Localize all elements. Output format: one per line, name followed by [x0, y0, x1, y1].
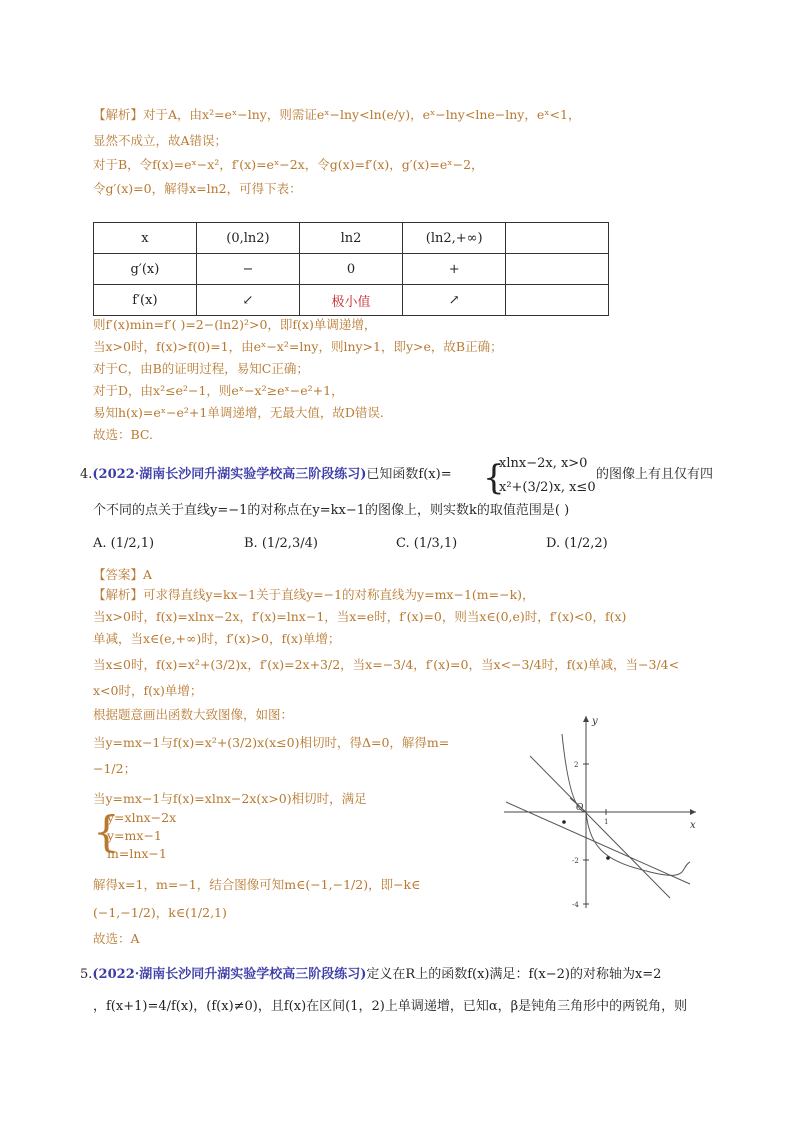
x-axis-arrow — [690, 809, 696, 815]
table-cell: ln2 — [300, 223, 403, 254]
after-line-1: 则f′(x)min=f′( )=2−(ln2)²>0，即f(x)单调递增， — [93, 317, 377, 332]
choice-d: D. (1/2,2) — [546, 536, 608, 551]
answer: 【答案】A — [93, 567, 153, 582]
analysis-line-4: 令g′(x)=0，解得x=ln2，可得下表： — [93, 181, 302, 196]
q4-analysis-7: 当y=mx−1与f(x)=x²+(3/2)x(x≤0)相切时，得Δ=0，解得m= — [93, 735, 450, 750]
y-axis-arrow — [583, 716, 589, 722]
question-source: (2022·湖南长沙同升湖实验学校高三阶段练习) — [92, 467, 367, 482]
q4-analysis-10: 解得x=1，m=−1，结合图像可知m∈(−1,−1/2)，即−k∈ — [93, 877, 421, 892]
tangent-point-2 — [606, 856, 610, 860]
table-cell: 极小值 — [300, 285, 403, 316]
table-cell — [506, 254, 609, 285]
question-source: (2022·湖南长沙同升湖实验学校高三阶段练习) — [92, 967, 367, 982]
q4-stem-tail: 的图像上有且仅有四 — [596, 467, 714, 482]
analysis-line-1: 【解析】对于A，由x²=eˣ−lny，则需证eˣ−lny<ln(e/y)，eˣ−lny<lne−lny，eˣ<1， — [93, 107, 581, 122]
q4-analysis-8: −1/2； — [93, 761, 137, 776]
table-row — [94, 223, 609, 254]
table-cell: (0,ln2) — [196, 223, 299, 254]
analysis-line-2: 显然不成立，故A错误； — [93, 133, 228, 148]
system-eq-1: y=xlnx−2x — [107, 810, 177, 825]
q5-stem-line-1 — [80, 966, 661, 984]
q4-analysis-1: 【解析】可求得直线y=kx−1关于直线y=−1的对称直线为y=mx−1(m=−k)， — [93, 587, 535, 602]
origin-label: O — [576, 803, 584, 813]
piecewise-brace: { — [483, 458, 505, 498]
after-line-6: 故选：BC. — [93, 427, 154, 442]
table-cell: f′(x) — [94, 285, 197, 316]
sign-table — [93, 222, 609, 316]
table-cell: ↗ — [402, 285, 505, 316]
table-cell — [506, 285, 609, 316]
question-number: 4. — [80, 467, 93, 482]
q4-analysis-6: 根据题意画出函数大致图像，如图： — [93, 707, 294, 722]
table-row — [94, 285, 609, 316]
tangent-point-1 — [562, 820, 566, 824]
tangent-line-2 — [530, 756, 670, 898]
tick-label-yn4: -4 — [572, 901, 579, 909]
q5-stem-line-2: ，f(x+1)=4/f(x)，(f(x)≠0)，且f(x)在区间(1，2)上单调递增，已知α，β是钝角三角形中的两锐角，则 — [93, 999, 688, 1014]
q4-analysis-11: (−1,−1/2)，k∈(1/2,1) — [93, 905, 227, 920]
after-line-2: 当x>0时，f(x)>f(0)=1，由eˣ−x²=lny，则lny>1，即y>e，故B正确； — [93, 339, 503, 354]
q4-analysis-9: 当y=mx−1与f(x)=xlnx−2x(x>0)相切时，满足 — [93, 791, 367, 806]
table-cell: 0 — [300, 254, 403, 285]
function-graph — [500, 712, 700, 912]
tick-label-x1: 1 — [604, 818, 609, 826]
system-brace: { — [93, 807, 120, 856]
piece-1: xlnx−2x, x>0 — [499, 456, 588, 471]
q4-analysis-5: x<0时，f(x)单增； — [93, 683, 203, 698]
q4-analysis-3: 单减，当x∈(e,+∞)时，f′(x)>0，f(x)单增； — [93, 631, 341, 646]
system-eq-2: y=mx−1 — [107, 828, 162, 843]
table-cell: + — [402, 254, 505, 285]
q4-analysis-12: 故选：A — [93, 931, 140, 946]
table-row — [94, 254, 609, 285]
tick-label-yn2: -2 — [572, 857, 579, 865]
choice-b: B. (1/2,3/4) — [244, 536, 318, 551]
table-cell: g′(x) — [94, 254, 197, 285]
question-number: 5. — [80, 967, 93, 982]
q4-stem-line-2: 个不同的点关于直线y=−1的对称点在y=kx−1的图像上，则实数k的取值范围是( ) — [93, 503, 570, 518]
y-axis-label: y — [592, 716, 598, 727]
piece-2: x²+(3/2)x, x≤0 — [499, 480, 596, 495]
q4-stem-line-1 — [80, 466, 452, 484]
system-eq-3: m=lnx−1 — [107, 846, 167, 861]
table-cell: ↙ — [196, 285, 299, 316]
table-cell: − — [196, 254, 299, 285]
tangent-line-1 — [506, 802, 690, 884]
q4-analysis-2: 当x>0时，f(x)=xlnx−2x，f′(x)=lnx−1，当x=e时，f′(x)=0，则当x∈(0,e)时，f′(x)<0，f(x) — [93, 609, 627, 624]
after-line-3: 对于C，由B的证明过程，易知C正确； — [93, 361, 309, 376]
after-line-4: 对于D，由x²≤e²−1，则eˣ−x²≥eˣ−e²+1， — [93, 383, 344, 398]
after-line-5: 易知h(x)=eˣ−e²+1单调递增，无最大值，故D错误. — [93, 405, 384, 420]
q4-stem: 已知函数f(x)= — [366, 467, 452, 482]
table-cell: x — [94, 223, 197, 254]
table-cell: (ln2,+∞) — [402, 223, 505, 254]
x-axis-label: x — [690, 820, 696, 831]
analysis-line-3: 对于B，令f(x)=eˣ−x²，f′(x)=eˣ−2x，令g(x)=f′(x)，g′(x)=eˣ−2， — [93, 157, 484, 172]
choice-a: A. (1/2,1) — [93, 536, 155, 551]
q5-stem: 定义在R上的函数f(x)满足：f(x−2)的对称轴为x=2 — [366, 967, 662, 982]
tick-label-y2: 2 — [574, 761, 579, 769]
q4-analysis-4: 当x≤0时，f(x)=x²+(3/2)x，f′(x)=2x+3/2，当x=−3/4，f′(x)=0，当x<−3/4时，f(x)单减，当−3/4< — [93, 657, 680, 672]
equation-system — [93, 807, 233, 866]
table-cell — [506, 223, 609, 254]
choice-c: C. (1/3,1) — [396, 536, 458, 551]
